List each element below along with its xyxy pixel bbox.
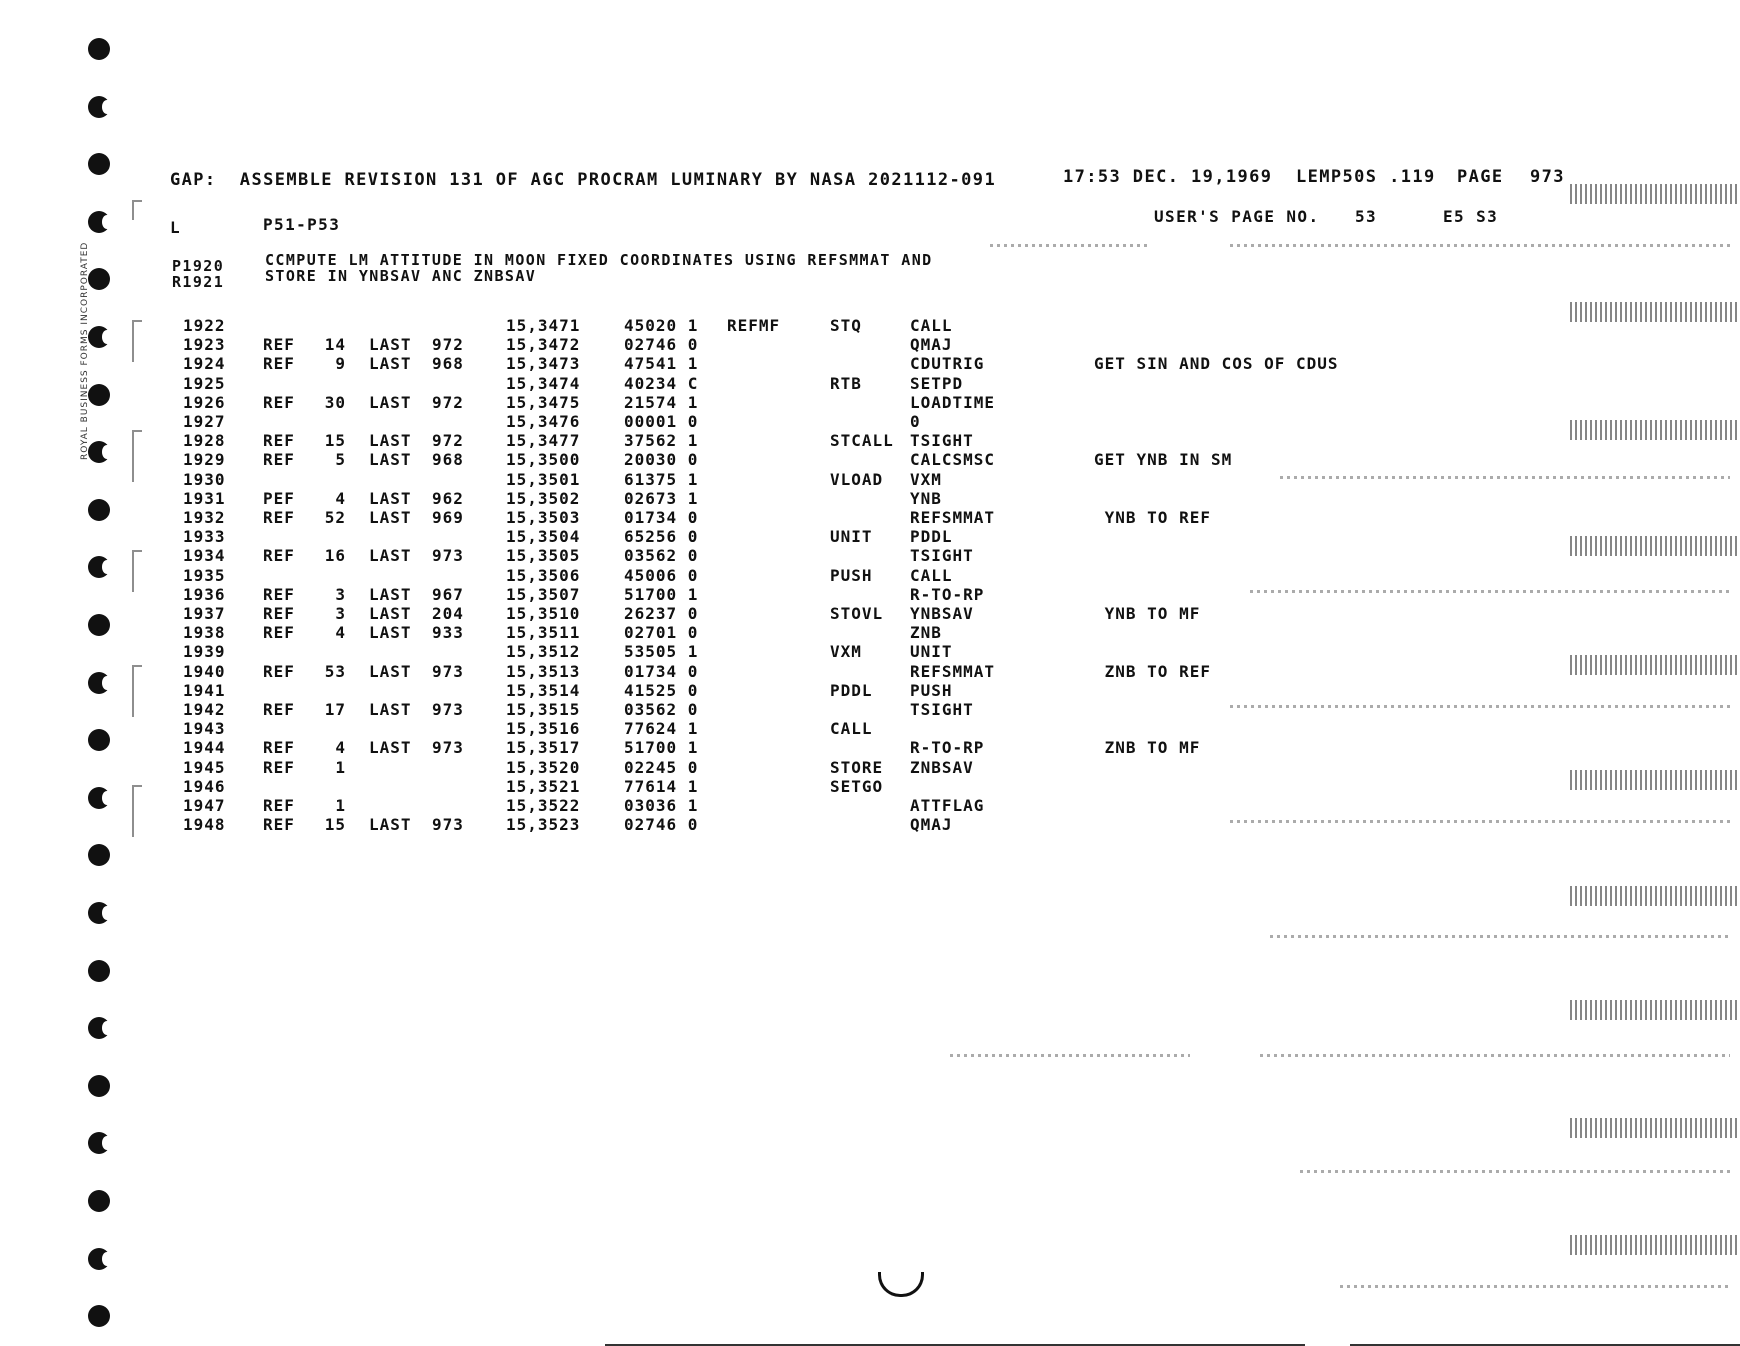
intro-num-2: R1921 (172, 273, 225, 291)
object-code: 02673 1 (624, 488, 699, 508)
statement-label: REFMF (727, 316, 781, 335)
margin-mark (132, 320, 142, 362)
ref-count: 52 (324, 508, 346, 527)
ref-keyword: REF (263, 392, 295, 412)
last-page: 968 (432, 354, 464, 374)
last-keyword: LAST (369, 815, 412, 835)
ref-keyword: REF (263, 604, 295, 623)
margin-mark (132, 785, 142, 837)
comment: ZNB TO MF (1094, 738, 1201, 758)
smudge (950, 1054, 1190, 1057)
fold-mark (878, 1272, 924, 1297)
address: 15,3523 (506, 815, 581, 835)
ref-keyword: REF (263, 815, 295, 835)
feed-hole (88, 96, 110, 118)
object-code: 01734 0 (624, 661, 699, 681)
object-code: 37562 1 (624, 431, 699, 451)
form-edge-label: ROYAL BUSINESS FORMS INCORPORATED (80, 241, 90, 460)
last-keyword: LAST (369, 584, 412, 604)
object-code: 02701 0 (624, 623, 699, 643)
listing-row (0, 738, 1740, 757)
object-code: 61375 1 (624, 469, 699, 489)
ref-count: 30 (324, 392, 346, 412)
opcode: PUSH (830, 565, 873, 585)
line-number: 1928 (183, 431, 226, 451)
users-page-label: USER'S PAGE NO. (1154, 207, 1320, 226)
operand: CDUTRIG (910, 354, 985, 374)
operand: PDDL (910, 527, 953, 547)
line-number: 1940 (183, 661, 226, 681)
line-number: 1942 (183, 700, 226, 719)
line-number: 1938 (183, 623, 226, 643)
operand: R-TO-RP (910, 584, 985, 604)
line-number: 1947 (183, 796, 226, 815)
operand: R-TO-RP (910, 738, 985, 758)
line-number: 1941 (183, 680, 226, 700)
last-page: 968 (432, 450, 464, 470)
section-name: P51-P53 (263, 215, 341, 234)
last-page: 933 (432, 623, 464, 643)
edge-noise (1570, 1235, 1740, 1255)
last-keyword: LAST (369, 700, 412, 719)
operand: ATTFLAG (910, 796, 985, 815)
address: 15,3510 (506, 604, 581, 623)
listing-row (0, 527, 1740, 546)
edge-noise (1570, 770, 1740, 790)
operand: REFSMMAT (910, 508, 996, 527)
object-code: 51700 1 (624, 738, 699, 758)
ref-keyword: REF (263, 450, 295, 470)
address: 15,3515 (506, 700, 581, 719)
opcode: SETGO (830, 776, 884, 796)
last-page: 973 (432, 700, 464, 719)
edge-noise (1570, 184, 1740, 204)
line-number: 1927 (183, 412, 226, 431)
ref-count: 1 (335, 796, 346, 815)
last-page: 973 (432, 738, 464, 758)
line-number: 1946 (183, 776, 226, 796)
intro-num-1: P1920 (172, 257, 225, 275)
feed-hole (88, 268, 110, 290)
line-number: 1945 (183, 757, 226, 777)
edge-noise (1570, 886, 1740, 906)
smudge (1230, 820, 1730, 823)
margin-mark (132, 665, 142, 717)
header-title: GAP: ASSEMBLE REVISION 131 OF AGC PROCRAM LUMINARY BY NASA 2021112-091 (170, 170, 997, 190)
last-keyword: LAST (369, 335, 412, 355)
listing-row (0, 566, 1740, 585)
operand: QMAJ (910, 815, 953, 835)
smudge (1250, 590, 1730, 593)
address: 15,3501 (506, 469, 581, 489)
object-code: 41525 0 (624, 680, 699, 700)
object-code: 01734 0 (624, 508, 699, 527)
comment: GET SIN AND COS OF CDUS (1094, 354, 1339, 374)
margin-mark (132, 430, 142, 482)
ref-count: 9 (335, 354, 346, 374)
ref-keyword: REF (263, 354, 295, 374)
last-keyword: LAST (369, 392, 412, 412)
address: 15,3520 (506, 757, 581, 777)
object-code: 77624 1 (624, 719, 699, 739)
line-number: 1926 (183, 392, 226, 412)
address: 15,3472 (506, 335, 581, 355)
opcode: VLOAD (830, 469, 884, 489)
object-code: 77614 1 (624, 776, 699, 796)
address: 15,3475 (506, 392, 581, 412)
line-number: 1925 (183, 373, 226, 393)
ref-count: 17 (324, 700, 346, 719)
line-number: 1943 (183, 719, 226, 739)
line-number: 1948 (183, 815, 226, 835)
smudge (1230, 705, 1730, 708)
feed-hole (88, 1305, 110, 1327)
ref-keyword: REF (263, 796, 295, 815)
operand: CALL (910, 565, 953, 585)
opcode: VXM (830, 642, 862, 662)
edge-noise (1570, 1000, 1740, 1020)
feed-hole (88, 902, 110, 924)
last-page: 967 (432, 584, 464, 604)
feed-hole (88, 1132, 110, 1154)
ref-count: 3 (335, 584, 346, 604)
last-keyword: LAST (369, 661, 412, 681)
object-code: 40234 C (624, 373, 699, 393)
ref-count: 3 (335, 604, 346, 623)
smudge (1280, 476, 1730, 479)
opcode: STCALL (830, 431, 894, 451)
operand: TSIGHT (910, 700, 974, 719)
operand: UNIT (910, 642, 953, 662)
line-number: 1934 (183, 546, 226, 566)
users-page-suffix: E5 S3 (1443, 207, 1499, 226)
operand: ZNB (910, 623, 942, 643)
line-number: 1932 (183, 508, 226, 527)
object-code: 02245 0 (624, 757, 699, 777)
ref-keyword: REF (263, 738, 295, 758)
last-page: 973 (432, 661, 464, 681)
operand: TSIGHT (910, 431, 974, 451)
address: 15,3511 (506, 623, 581, 643)
opcode: UNIT (830, 527, 873, 547)
object-code: 45006 0 (624, 565, 699, 585)
listing-row (0, 700, 1740, 719)
last-page: 972 (432, 392, 464, 412)
address: 15,3521 (506, 776, 581, 796)
line-number: 1935 (183, 565, 226, 585)
address: 15,3517 (506, 738, 581, 758)
last-keyword: LAST (369, 354, 412, 374)
margin-mark (132, 550, 142, 592)
ref-count: 15 (324, 815, 346, 835)
mode-letter: L (170, 218, 182, 237)
ref-keyword: REF (263, 431, 295, 451)
feed-hole (88, 1190, 110, 1212)
object-code: 47541 1 (624, 354, 699, 374)
listing-row (0, 604, 1740, 623)
ref-keyword: REF (263, 757, 295, 777)
line-number: 1936 (183, 584, 226, 604)
feed-hole (88, 1017, 110, 1039)
listing-row (0, 412, 1740, 431)
intro-text-1: CCMPUTE LM ATTITUDE IN MOON FIXED COORDINATES USING REFSMMAT AND (265, 251, 933, 269)
listing-row (0, 585, 1740, 604)
feed-hole (88, 153, 110, 175)
listing-row (0, 777, 1740, 796)
ref-count: 14 (324, 335, 346, 355)
address: 15,3504 (506, 527, 581, 547)
operand: YNB (910, 488, 942, 508)
opcode: RTB (830, 373, 862, 393)
line-number: 1930 (183, 469, 226, 489)
listing-row (0, 431, 1740, 450)
feed-hole (88, 38, 110, 60)
line-number: 1923 (183, 335, 226, 355)
listing-row (0, 335, 1740, 354)
listing-row (0, 374, 1740, 393)
address: 15,3506 (506, 565, 581, 585)
listing-row (0, 354, 1740, 373)
ref-keyword: REF (263, 623, 295, 643)
opcode: STORE (830, 757, 884, 777)
ref-count: 1 (335, 757, 346, 777)
operand: ZNBSAV (910, 757, 974, 777)
header-datetime: 17:53 DEC. 19,1969 (1063, 167, 1273, 187)
address: 15,3512 (506, 642, 581, 662)
opcode: CALL (830, 719, 873, 739)
address: 15,3522 (506, 796, 581, 815)
listing-row (0, 489, 1740, 508)
last-page: 973 (432, 546, 464, 566)
ref-count: 4 (335, 623, 346, 643)
listing-row (0, 815, 1740, 834)
operand: QMAJ (910, 335, 953, 355)
object-code: 53505 1 (624, 642, 699, 662)
ref-keyword: REF (263, 508, 295, 527)
listing-row (0, 546, 1740, 565)
listing-row (0, 450, 1740, 469)
last-page: 972 (432, 335, 464, 355)
comment: YNB TO REF (1094, 508, 1211, 527)
opcode: STOVL (830, 604, 884, 623)
line-number: 1931 (183, 488, 226, 508)
ref-count: 15 (324, 431, 346, 451)
address: 15,3516 (506, 719, 581, 739)
last-page: 972 (432, 431, 464, 451)
users-page-number: 53 (1355, 207, 1378, 226)
operand: TSIGHT (910, 546, 974, 566)
listing-row (0, 758, 1740, 777)
smudge (1260, 1054, 1730, 1057)
listing-row (0, 623, 1740, 642)
last-keyword: LAST (369, 488, 412, 508)
comment: YNB TO MF (1094, 604, 1201, 623)
edge-noise (1570, 1118, 1740, 1138)
opcode: STQ (830, 316, 862, 335)
ref-count: 4 (335, 488, 346, 508)
smudge (1300, 1170, 1730, 1173)
smudge (1230, 244, 1730, 247)
ref-keyword: REF (263, 584, 295, 604)
last-page: 969 (432, 508, 464, 527)
edge-noise (1570, 420, 1740, 440)
operand: CALCSMSC (910, 450, 996, 470)
ref-count: 53 (324, 661, 346, 681)
object-code: 21574 1 (624, 392, 699, 412)
address: 15,3505 (506, 546, 581, 566)
margin-mark (132, 200, 142, 220)
line-number: 1939 (183, 642, 226, 662)
ref-count: 16 (324, 546, 346, 566)
address: 15,3502 (506, 488, 581, 508)
feed-hole (88, 211, 110, 233)
line-number: 1937 (183, 604, 226, 623)
intro-text-2: STORE IN YNBSAV ANC ZNBSAV (265, 267, 537, 285)
listing-row (0, 316, 1740, 335)
ref-count: 5 (335, 450, 346, 470)
line-number: 1944 (183, 738, 226, 758)
object-code: 65256 0 (624, 527, 699, 547)
last-page: 973 (432, 815, 464, 835)
listing-row (0, 662, 1740, 681)
line-number: 1929 (183, 450, 226, 470)
operand: CALL (910, 316, 953, 335)
operand: 0 (910, 412, 921, 431)
feed-hole (88, 844, 110, 866)
address: 15,3500 (506, 450, 581, 470)
object-code: 03036 1 (624, 796, 699, 815)
operand: SETPD (910, 373, 964, 393)
operand: PUSH (910, 680, 953, 700)
last-keyword: LAST (369, 623, 412, 643)
address: 15,3471 (506, 316, 581, 335)
edge-noise (1570, 655, 1740, 675)
ref-keyword: REF (263, 700, 295, 719)
header-page-label: PAGE (1457, 167, 1504, 187)
last-page: 962 (432, 488, 464, 508)
object-code: 20030 0 (624, 450, 699, 470)
line-number: 1933 (183, 527, 226, 547)
edge-noise (1570, 536, 1740, 556)
last-keyword: LAST (369, 546, 412, 566)
ref-keyword: PEF (263, 488, 295, 508)
ref-keyword: REF (263, 546, 295, 566)
object-code: 02746 0 (624, 815, 699, 835)
operand: VXM (910, 469, 942, 489)
last-keyword: LAST (369, 738, 412, 758)
listing-row (0, 508, 1740, 527)
listing-row (0, 470, 1740, 489)
object-code: 51700 1 (624, 584, 699, 604)
address: 15,3477 (506, 431, 581, 451)
last-keyword: LAST (369, 604, 412, 623)
object-code: 26237 0 (624, 604, 699, 623)
comment: ZNB TO REF (1094, 661, 1211, 681)
opcode: PDDL (830, 680, 873, 700)
address: 15,3514 (506, 680, 581, 700)
address: 15,3507 (506, 584, 581, 604)
object-code: 03562 0 (624, 700, 699, 719)
object-code: 00001 0 (624, 412, 699, 431)
feed-hole (88, 1248, 110, 1270)
line-number: 1922 (183, 316, 226, 335)
smudge (1340, 1285, 1730, 1288)
address: 15,3474 (506, 373, 581, 393)
edge-noise (1570, 302, 1740, 322)
operand: REFSMMAT (910, 661, 996, 681)
ref-keyword: REF (263, 335, 295, 355)
comment: GET YNB IN SM (1094, 450, 1233, 470)
smudge (1270, 935, 1730, 938)
last-page: 204 (432, 604, 464, 623)
last-keyword: LAST (369, 508, 412, 527)
last-keyword: LAST (369, 431, 412, 451)
line-number: 1924 (183, 354, 226, 374)
ref-count: 4 (335, 738, 346, 758)
last-keyword: LAST (369, 450, 412, 470)
address: 15,3513 (506, 661, 581, 681)
feed-hole (88, 960, 110, 982)
header-run-id: LEMP50S .119 (1296, 167, 1436, 187)
operand: YNBSAV (910, 604, 974, 623)
address: 15,3473 (506, 354, 581, 374)
object-code: 45020 1 (624, 316, 699, 335)
object-code: 03562 0 (624, 546, 699, 566)
listing-row (0, 393, 1740, 412)
object-code: 02746 0 (624, 335, 699, 355)
address: 15,3503 (506, 508, 581, 527)
feed-hole (88, 1075, 110, 1097)
operand: LOADTIME (910, 392, 996, 412)
listing-row (0, 796, 1740, 815)
listing-row (0, 719, 1740, 738)
address: 15,3476 (506, 412, 581, 431)
ref-keyword: REF (263, 661, 295, 681)
listing-row (0, 681, 1740, 700)
smudge (990, 244, 1150, 247)
header-page-number: 973 (1530, 167, 1565, 187)
listing-row (0, 642, 1740, 661)
